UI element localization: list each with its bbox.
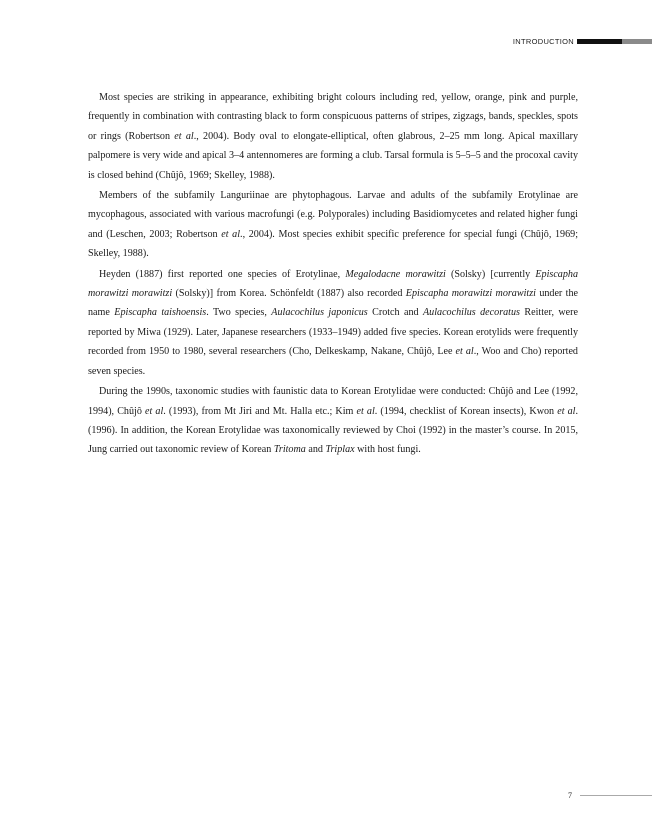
text-run: Crotch and (367, 307, 424, 319)
header-bar-gray (622, 39, 652, 44)
page-footer (568, 791, 652, 800)
body-text (88, 88, 578, 460)
header-bar-black (577, 39, 622, 44)
paragraph-3 (88, 265, 578, 381)
italic-run: et al (455, 346, 474, 358)
italic-run: Triplax (325, 444, 355, 456)
text-run: and (305, 444, 326, 456)
text-run: Heyden (1887) first reported one species of Erotylinae, (99, 268, 346, 280)
text-run: . (1996). In addition, the Korean Erotylidae was taxonomically reviewed by Choi (1992) in the master’s course. In 2015, Jung carried out taxonomic review of Korean (88, 405, 579, 456)
text-run: ., Woo and Cho) reported seven species. (88, 346, 578, 377)
running-header (513, 36, 652, 46)
page-number: 7 (568, 791, 572, 800)
text-run: . Two species, (206, 307, 272, 319)
italic-run: et al (145, 405, 164, 417)
text-run: with host fungi. (354, 444, 421, 456)
paragraph-4 (88, 382, 578, 460)
paragraph-1 (88, 88, 578, 185)
text-run: ., 2004). Most species exhibit specific preference for special fungi (Chûjô, 1969; Skelley, 1988). (88, 228, 579, 260)
text-run: Members of the subfamily Languriinae are phytophagous. Larvae and adults of the subfamily Erotylinae are mycophagous, associated with various macrofungi (e.g. Polyporales) including Basidiomycetes and related higher fungi and (Leschen, 2003; Robertson (88, 190, 578, 240)
text-run: under the name (88, 288, 579, 319)
footer-rule (580, 795, 652, 796)
section-title: INTRODUCTION (512, 36, 574, 46)
text-run: (Solsky)] from Korea. Schönfeldt (1887) also recorded (172, 288, 406, 300)
text-run: ., 2004). Body oval to elongate-elliptical, often glabrous, 2–25 mm long. Apical maxillary palpomere is very wide and apical 3–4 antennomeres are forming a club. Tarsal formula is 5–5–5 and the procoxal cavity is closed behind (Chûjô, 1969; Skelley, 1988). (88, 130, 578, 181)
italic-run: et al (221, 228, 241, 240)
text-run: . (1994, checklist of Korean insects), Kwon (374, 405, 558, 417)
text-run: During the 1990s, taxonomic studies with faunistic data to Korean Erotylidae were conducted: Chûjô and Lee (1992, 1994), Chûjô (88, 386, 578, 417)
italic-run: et al (174, 130, 194, 142)
italic-run: et al (557, 405, 576, 417)
italic-run: Episcapha morawitzi morawitzi (88, 268, 578, 300)
italic-run: Aulacochilus decoratus (423, 307, 520, 319)
italic-run: Tritoma (273, 444, 306, 456)
italic-run: Episcapha morawitzi morawitzi (405, 288, 536, 300)
italic-run: et al (356, 405, 375, 417)
text-run: . (1993), from Mt Jiri and Mt. Halla etc.; Kim (163, 405, 357, 417)
text-run: (Solsky) [currently (445, 268, 536, 280)
text-run: Reitter, were reported by Miwa (1929). Later, Japanese researchers (1933–1949) added five species. Korean erotylids were frequently recorded from 1950 to 1980, several researchers (Cho, Delkeskamp, Nakane, Chûjô, Lee (88, 307, 578, 358)
italic-run: Episcapha taishoensis (114, 307, 207, 319)
italic-run: Aulacochilus japonicus (271, 307, 368, 319)
text-run: Most species are striking in appearance, exhibiting bright colours including red, yellow, orange, pink and purple, frequently in combination with contrasting black to form conspicuous patterns of stripes, zigzags, bands, speckles, spots or rings (Robertson (88, 92, 578, 142)
italic-run: Megalodacne morawitzi (345, 268, 446, 280)
paragraph-2 (88, 186, 578, 264)
